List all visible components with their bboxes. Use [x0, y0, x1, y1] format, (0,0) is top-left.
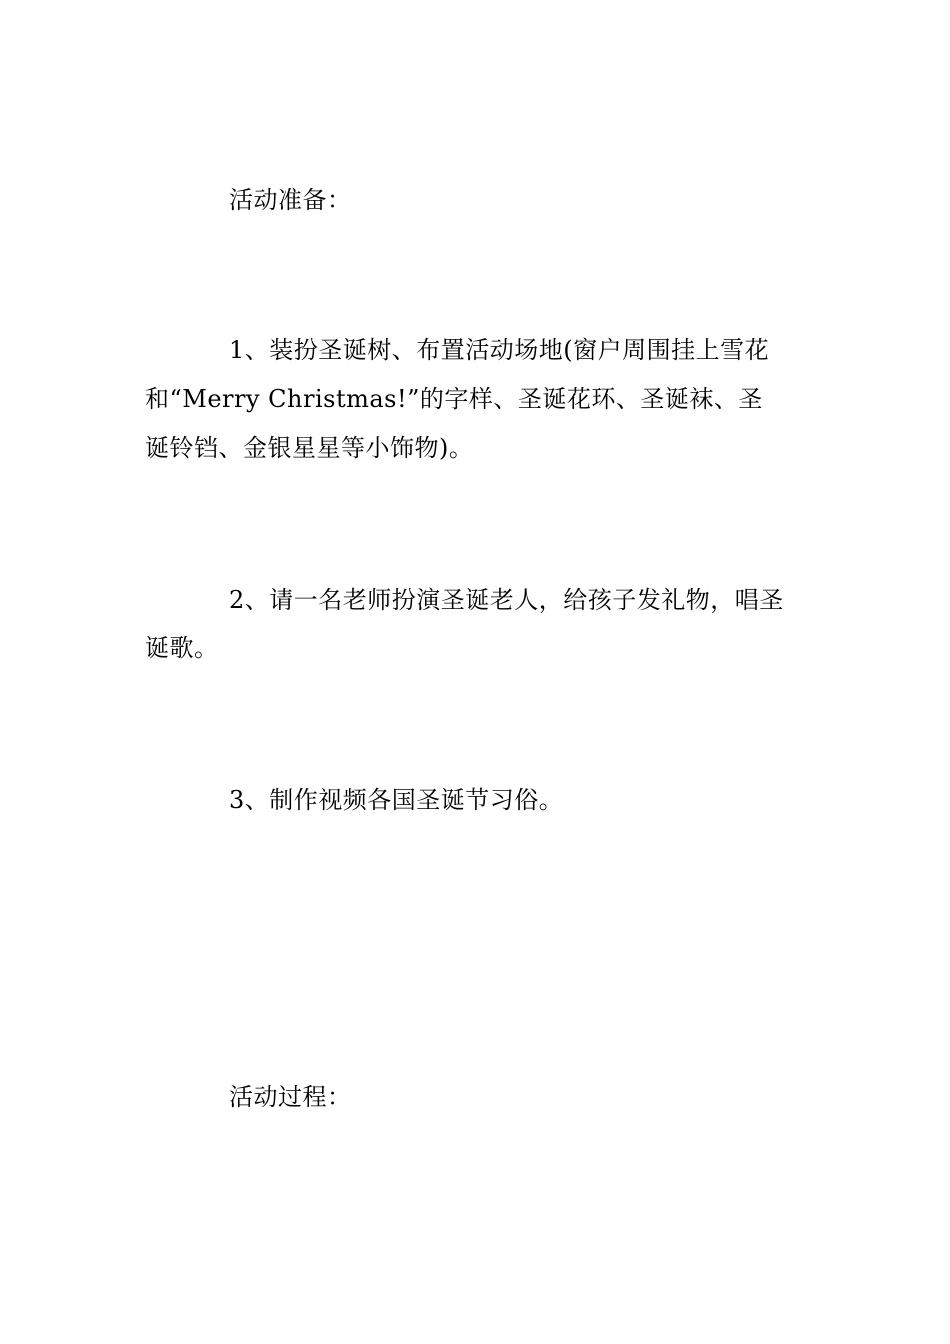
section-heading-preparation: 活动准备：	[229, 186, 352, 214]
item-3-line-1: 3、制作视频各国圣诞节习俗。	[229, 786, 564, 814]
section-heading-process: 活动过程：	[229, 1083, 352, 1111]
item-2-line-1: 2、请一名老师扮演圣诞老人，给孩子发礼物，唱圣	[229, 586, 784, 614]
item-1-line-3: 诞铃铛、金银星星等小饰物)。	[145, 434, 474, 462]
item-2-line-2: 诞歌。	[145, 634, 219, 662]
item-1-line-1: 1、装扮圣诞树、布置活动场地(窗户周围挂上雪花	[229, 336, 770, 364]
item-1-line-2: 和“Merry Christmas!”的字样、圣诞花环、圣诞袜、圣	[145, 385, 763, 413]
